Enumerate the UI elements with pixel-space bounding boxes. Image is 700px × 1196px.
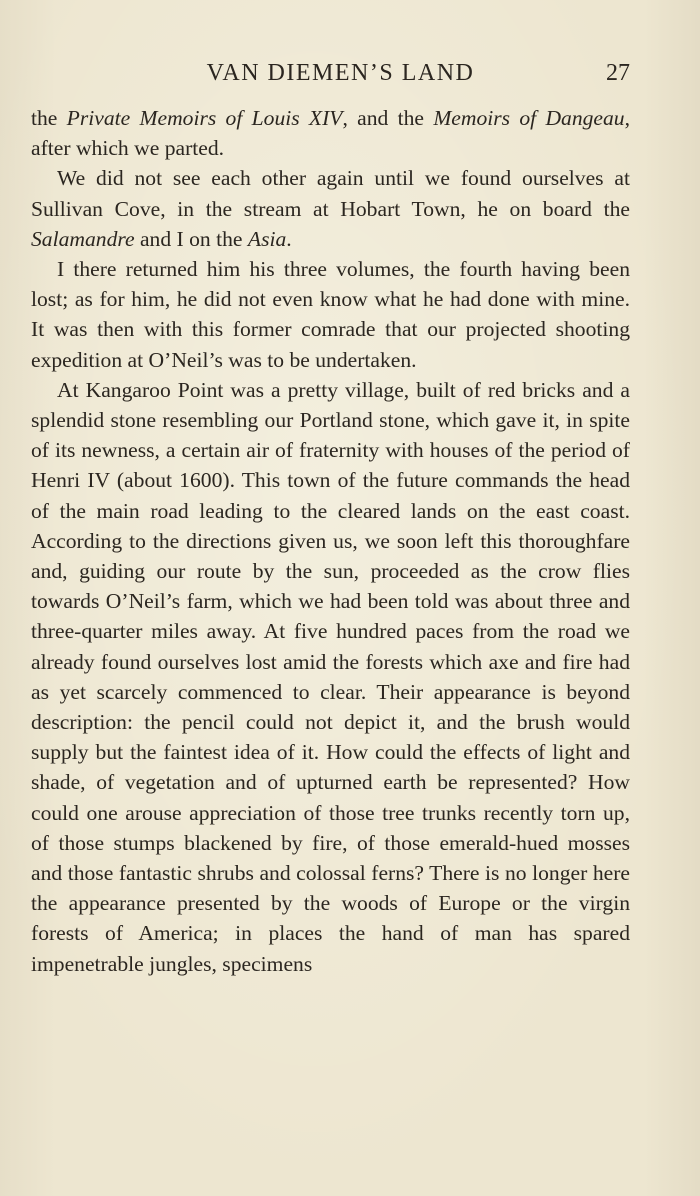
text-segment: At Kangaroo Point was a pretty village, built of red bricks and a splendid stone resembling our Portland stone, which gave it, in spite of its newness, a certain air of fraternity with houses of the period of Henri IV (about 1600). This town of the future commands the head of the main road leading to the cleared lands on the east coast. According to the directions given us, we soon left this thoroughfare and, guiding our route by the sun, proceeded as the crow flies towards O’Neil’s farm, which we had been told was about three and three-quarter miles away. At five hundred paces from the road we already found ourselves lost amid the forests which axe and fire had as yet scarcely commenced to clear. Their appearance is beyond description: the pencil could not depict it, and the brush would supply but the faintest idea of it. How could the effects of light and shade, of vegetation and of upturned earth be represented? How could one arouse appreciation of those tree trunks recently torn up, of those stumps blackened by fire, of those emerald-hued mosses and those fantastic shrubs and colossal ferns? There is no longer here the appearance presented by the woods of Europe or the virgin forests of America; in places the hand of man has spared impenetrable jungles, specimens xyxy=(31,377,630,976)
book-title-private-memoirs: Private Memoirs of Louis XIV xyxy=(66,106,343,130)
running-title: VAN DIEMEN’S LAND xyxy=(206,60,475,86)
ship-name-salamandre: Salamandre xyxy=(31,226,135,251)
text-segment: the xyxy=(31,106,67,130)
paragraph xyxy=(31,254,630,375)
body-text xyxy=(31,103,630,979)
paragraph xyxy=(31,163,630,254)
running-head xyxy=(31,56,630,90)
text-segment: I there returned him his three volumes, the fourth having been lost; as for him, he did not even know what he had done with mine. It was then with this former comrade that our projected shooting expedition at O’Neil’s was to be undertaken. xyxy=(31,257,630,372)
paragraph-continued xyxy=(31,103,630,163)
page-number: 27 xyxy=(606,60,630,86)
paragraph xyxy=(31,375,630,979)
text-segment: and I on the xyxy=(134,226,248,251)
text-segment: We did not see each other again until we found ourselves at Sullivan Cove, in the stream at Hobart Town, he on board the xyxy=(31,166,630,221)
text-segment: , after which we parted. xyxy=(31,106,631,161)
book-title-memoirs-of-dangeau: Memoirs of Dangeau xyxy=(433,106,625,130)
text-segment: . xyxy=(286,226,292,251)
text-segment: , and the xyxy=(342,106,434,130)
ship-name-asia: Asia xyxy=(247,226,287,251)
